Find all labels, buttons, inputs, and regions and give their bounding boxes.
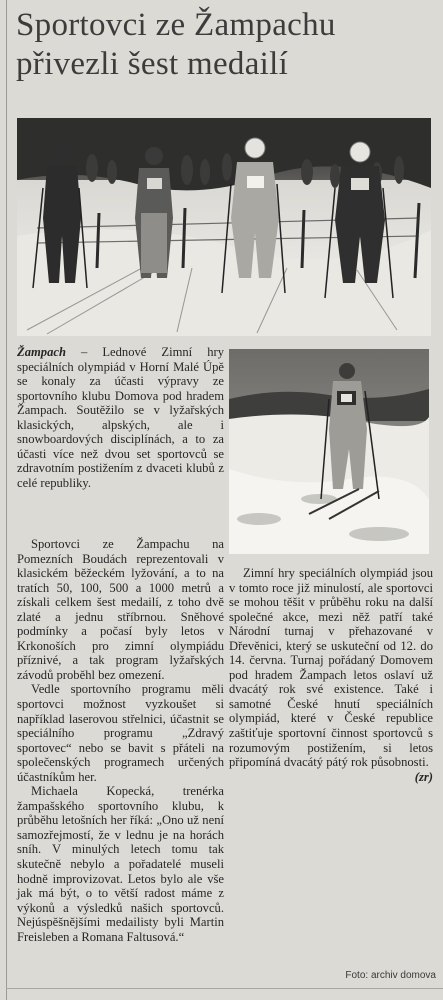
- paragraph-quote: Michaela Kopecká, trenérka žampašského sportovního klubu, k průběhu letošních her říká: „Ono už není samozřejmostí, že v lednu je na horách sníh. V minulých letech tomu tak skutečně nebylo a pořadatelé museli hodně improvizovat. Letos bylo ale vše jak má být, o to větší radost máme z výkonů a výsledků našich sportovců. Nejúspěšnějšími medailisty byli Martin Freisleben a Romana Faltusová.“: [17, 784, 224, 944]
- dateline: Žampach: [17, 345, 66, 359]
- main-photo: [17, 118, 431, 336]
- paragraph: Vedle sportovního programu měli sportovci možnost vyzkoušet si například laserovou střelnici, účastnit se speciálního programu „Zdravý sportovec“ nebo se bavit s přáteli na společenských programech určených účastníkům her.: [17, 682, 224, 784]
- article-column-left-top: [17, 345, 224, 490]
- headline: Sportovci ze Žampachu přivezli šest medailí: [16, 7, 336, 82]
- article-column-left: [17, 537, 224, 944]
- article-column-right: [229, 566, 433, 784]
- bottom-rule: [6, 988, 443, 989]
- column-rule: [6, 0, 7, 1000]
- skier-photo: [229, 349, 429, 554]
- lead-paragraph: – Lednové Zimní hry speciálních olympiád v Horní Malé Úpě se konaly za účasti výpravy ze sportovního klubu Domova pod hradem Žampach. Soutěžilo se v lyžařských klasických, alpských, ale i snowboardových disciplínách, a to za účasti více než dvou set sportovců se zdravotním postižením z dvaceti klubů z celé republiky.: [17, 345, 224, 490]
- author-signature: (zr): [414, 769, 433, 784]
- paragraph: Sportovci ze Žampachu na Pomezních Boudách reprezentovali v klasickém běžeckém lyžování, a to na tratích 50, 100, 500 a 1000 metrů a získali celkem šest medailí, z toho dvě zlaté a jednu stříbrnou. Sněhové podmínky a počasí byly letos v Krkonoších pro zimní olympiádu příznivé, a tak program lyžařských závodů proběhl bez omezení.: [17, 537, 224, 682]
- photo-credit: Foto: archiv domova: [345, 970, 436, 981]
- paragraph: Zimní hry speciálních olympiád jsou v tomto roce již minulostí, ale sportovci se mohou těšit v průběhu roku na další společné akce, mezi něž patří také Národní turnaj v přehazované v Dřevěnici, který se uskuteční od 12. do 14. června. Turnaj pořádaný Domovem pod hradem Žampach letos oslaví už dvacátý rok své existence. Také i samotné České hnutí speciálních olympiád, které v České republice zaštiťuje sportovní činnost sportovců s rozumovým postižením, si letos připomíná dvacátý pátý rok působnosti.: [229, 566, 433, 770]
